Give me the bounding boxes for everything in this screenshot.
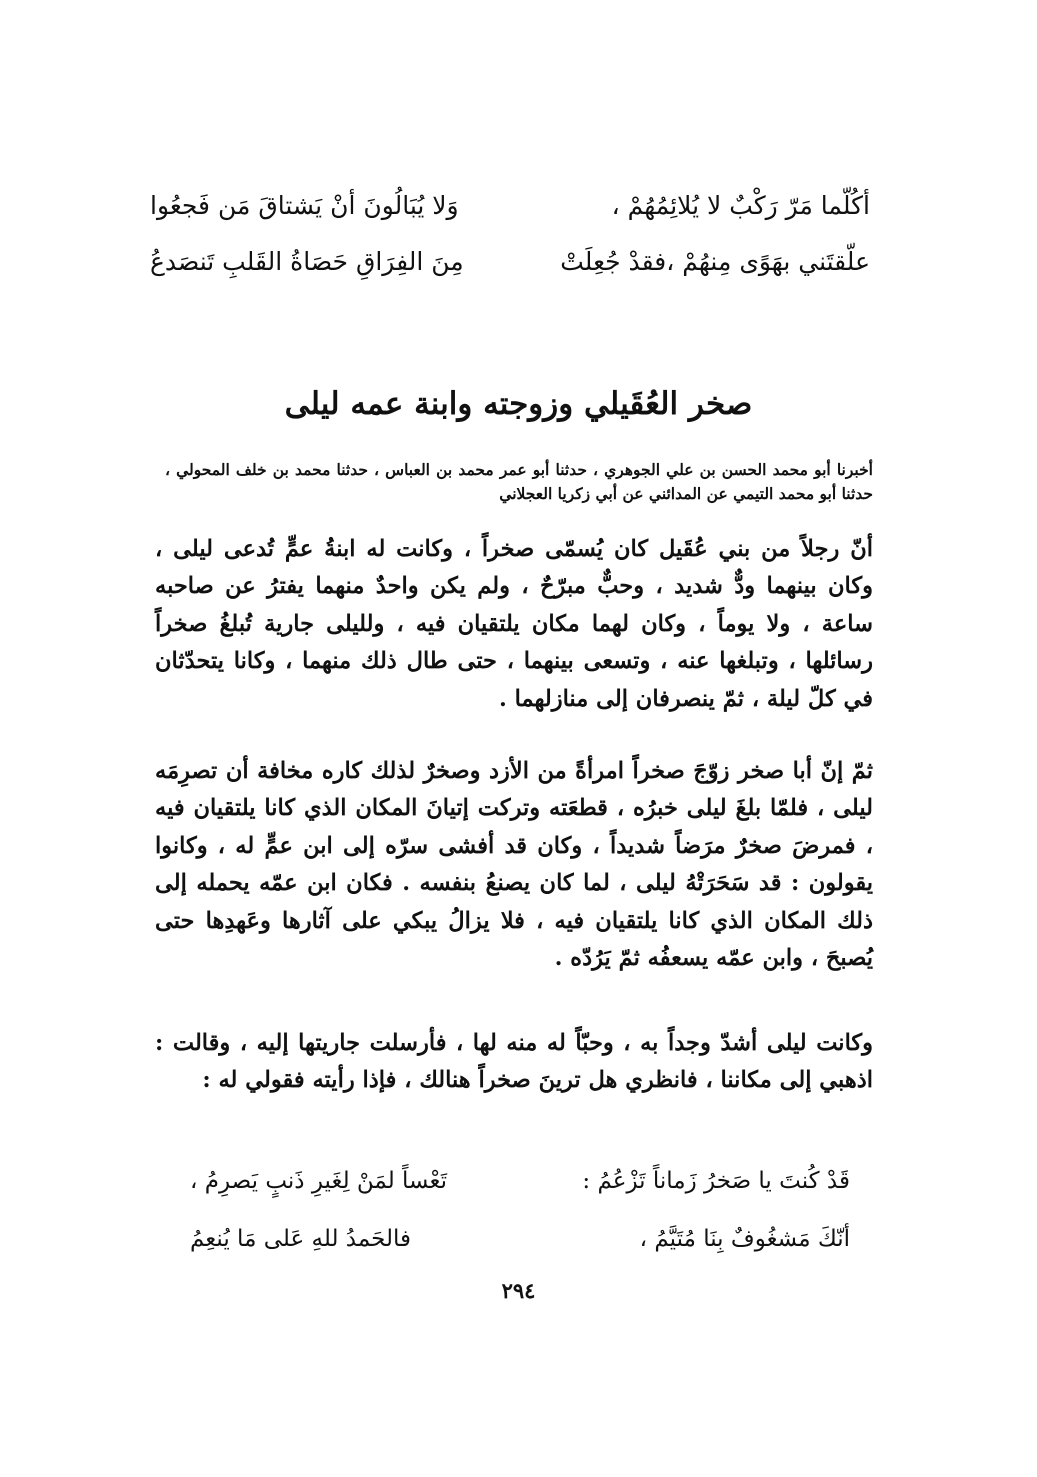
verse-second-hemistich: وَلا يُبَالُونَ أنْ يَشتاقَ مَن فَجعُوا bbox=[150, 191, 459, 220]
paragraph-text: وكانت ليلى أشدّ وجداً به ، وحبّاً له منه لها ، فأرسلت جاريتها إليه ، وقالت : اذهبي إلى مكاننا ، فانظري هل ترينَ صخراً هنالك ، فإذا رأيته فقولي له : bbox=[155, 1030, 873, 1094]
verse-second-hemistich: تَعْساً لمَنْ لِغَيرِ ذَنبٍ يَصرِمُ ، bbox=[190, 1168, 448, 1194]
verse-line bbox=[190, 1210, 850, 1268]
verse-line bbox=[150, 178, 870, 234]
verse-first-hemistich: علّقتَني بهَوًى مِنهُمْ ،فقدْ جُعِلَتْ bbox=[560, 247, 870, 276]
body-paragraph bbox=[155, 1025, 873, 1100]
page-number: ٢٩٤ bbox=[501, 1278, 536, 1303]
paragraph-text: ثمّ إنّ أبا صخر زوّجَ صخراً امرأةً من الأزد وصخرٌ لذلك كاره مخافة أن تصرِمَه ليلى ، فلمّا بلغَ ليلى خبرُه ، قطعَته وتركت إتيانَ المكان الذي كانا يلتقيان فيه ، فمرضَ صخرٌ مرَضاً شديداً ، وكان قد أفشى سرّه إلى ابن عمٍّ له ، وكانوا يقولون : قد سَحَرَتْهُ ليلى ، لما كان يصنعُ بنفسه . فكان ابن عمّه يحمله إلى ذلك المكان الذي كانا يلتقيان فيه ، فلا يزالُ يبكي على آثارها وعَهدِها حتى يُصبحَ ، وابن عمّه يسعفُه ثمّ يَرُدّه . bbox=[155, 758, 873, 972]
verse-line bbox=[190, 1152, 850, 1210]
section-title: صخر العُقَيلي وزوجته وابنة عمه ليلى bbox=[284, 386, 753, 422]
opening-verses bbox=[150, 178, 870, 290]
verse-line bbox=[150, 234, 870, 290]
isnad-text: أخبرنا أبو محمد الحسن بن علي الجوهري ، حدثنا أبو عمر محمد بن العباس ، حدثنا محمد بن خلف المحولي ، حدثنا أبو محمد التيمي عن المدائني عن أبي زكريا العجلاني bbox=[165, 460, 873, 503]
verse-first-hemistich: قَدْ كُنتَ يا صَخرُ زَماناً تَزْعُمُ : bbox=[582, 1168, 850, 1194]
verse-first-hemistich: أكُلّما مَرّ رَكْبٌ لا يُلائِمُهُمْ ، bbox=[611, 191, 870, 220]
isnad-chain bbox=[165, 458, 873, 506]
verse-second-hemistich: فالحَمدُ للهِ عَلى مَا يُنعِمُ bbox=[190, 1226, 412, 1252]
verse-second-hemistich: مِنَ الفِرَاقِ حَصَاةُ القَلبِ تَنصَدعُ bbox=[150, 247, 464, 276]
body-paragraph bbox=[155, 531, 873, 718]
closing-verses bbox=[190, 1152, 850, 1268]
paragraph-text: أنّ رجلاً من بني عُقَيل كان يُسمّى صخراً ، وكانت له ابنةُ عمٍّ تُدعى ليلى ، وكان بينهما ودٌّ شديد ، وحبٌّ مبرّحٌ ، ولم يكن واحدٌ منهما يفترُ عن صاحبه ساعة ، ولا يوماً ، وكان لهما مكان يلتقيان فيه ، ولليلى جارية تُبلغُ صخراً رسائلها ، وتبلغها عنه ، وتسعى بينهما ، حتى طال ذلك منهما ، وكانا يتحدّثان في كلّ ليلة ، ثمّ ينصرفان إلى منازلهما . bbox=[155, 536, 873, 712]
body-paragraph bbox=[155, 753, 873, 977]
verse-first-hemistich: أنّكَ مَشغُوفٌ بِنَا مُتَيَّمُ ، bbox=[639, 1226, 850, 1252]
